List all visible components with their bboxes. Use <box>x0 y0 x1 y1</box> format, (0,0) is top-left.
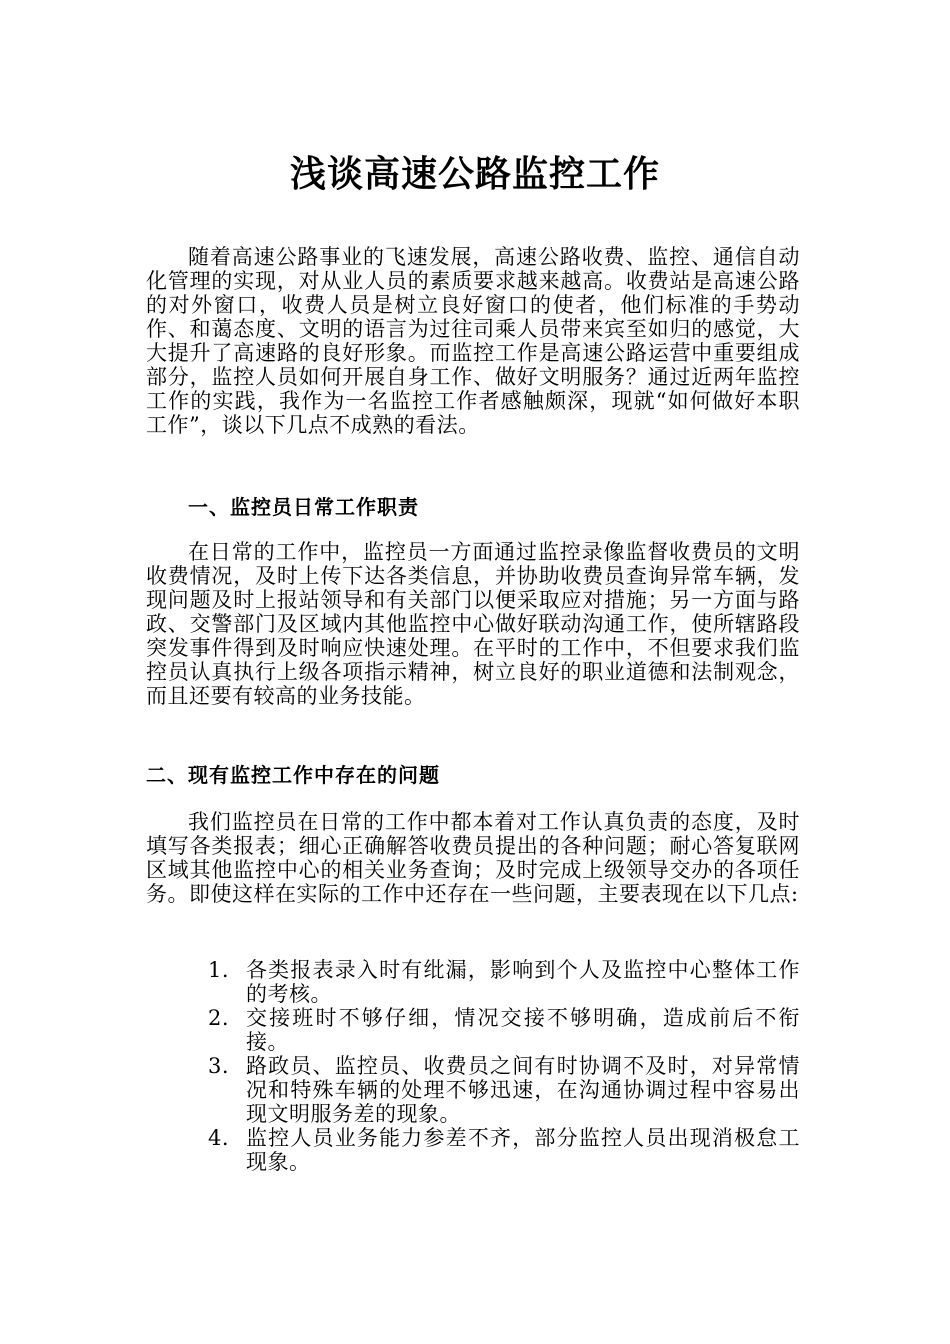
document-title: 浅谈高速公路监控工作 <box>289 153 660 196</box>
list-item-text: 交接班时不够仔细，情况交接不够明确，造成前后不衔接。 <box>246 1006 800 1054</box>
list-item <box>208 1006 800 1054</box>
list-item-number: 2. <box>208 1006 230 1030</box>
intro-paragraph: 随着高速公路事业的飞速发展，高速公路收费、监控、通信自动化管理的实现，对从业人员的素质要求越来越高。收费站是高速公路的对外窗口，收费人员是树立良好窗口的使者，他们标准的手势动作、和蔼态度、文明的语言为过往司乘人员带来宾至如归的感觉，大大提升了高速路的良好形象。而监控工作是高速公路运营中重要组成部分，监控人员如何开展自身工作、做好文明服务？通过近两年监控工作的实践，我作为一名监控工作者感触颇深，现就“如何做好本职工作”，谈以下几点不成熟的看法。 <box>146 245 800 437</box>
list-item <box>208 1054 800 1126</box>
list-item-number: 3. <box>208 1054 230 1078</box>
section-1-paragraph: 在日常的工作中，监控员一方面通过监控录像监督收费员的文明收费情况，及时上传下达各类信息，并协助收费员查询异常车辆，发现问题及时上报站领导和有关部门以便采取应对措施；另一方面与路政、交警部门及区域内其他监控中心做好联动沟通工作，使所辖路段突发事件得到及时响应快速处理。在平时的工作中，不但要求我们监控员认真执行上级各项指示精神，树立良好的职业道德和法制观念，而且还要有较高的业务技能。 <box>146 540 800 708</box>
list-item-text: 路政员、监控员、收费员之间有时协调不及时，对异常情况和特殊车辆的处理不够迅速，在沟通协调过程中容易出现文明服务差的现象。 <box>246 1054 800 1126</box>
list-item <box>208 1126 800 1174</box>
list-item-text: 监控人员业务能力参差不齐，部分监控人员出现消极怠工现象。 <box>246 1126 800 1174</box>
section-2-paragraph: 我们监控员在日常的工作中都本着对工作认真负责的态度，及时填写各类报表；细心正确解答收费员提出的各种问题；耐心答复联网区域其他监控中心的相关业务查询；及时完成上级领导交办的各项任务。即使这样在实际的工作中还存在一些问题，主要表现在以下几点: <box>146 810 800 906</box>
section-1-heading: 一、监控员日常工作职责 <box>188 495 419 519</box>
list-item-text: 各类报表录入时有纰漏，影响到个人及监控中心整体工作的考核。 <box>246 958 800 1006</box>
list-item <box>208 958 800 1006</box>
list-item-number: 4. <box>208 1126 230 1150</box>
problem-list <box>208 958 800 1174</box>
section-2-heading: 二、现有监控工作中存在的问题 <box>146 763 440 787</box>
list-item-number: 1. <box>208 958 230 982</box>
